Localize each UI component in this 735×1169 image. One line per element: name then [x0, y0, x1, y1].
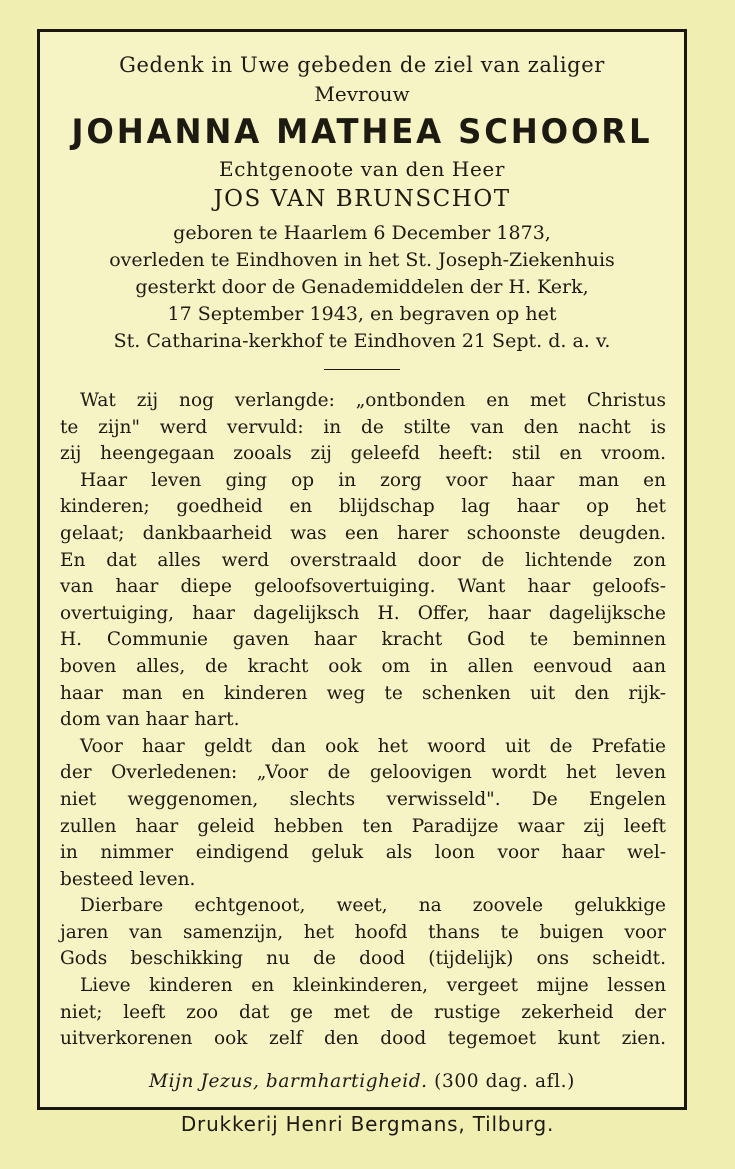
text-line: dom van haar hart.: [60, 709, 240, 731]
text-line: niet weggenomen, slechts verwisseld". De Engelen: [60, 788, 666, 810]
intro-line: Gedenk in Uwe gebeden de ziel van zaliger: [119, 53, 605, 77]
text-line: zullen haar geleid hebben ten Paradijze waar zij leeft: [60, 815, 666, 837]
prayer-line: [40, 1071, 684, 1092]
prayer-text: Mijn Jezus, barmhartigheid.: [149, 1070, 428, 1092]
text-line: Gods beschikking nu de dood (tijdelijk) ons scheidt.: [60, 948, 666, 970]
honorific: Mevrouw: [314, 82, 410, 106]
fact-line: gesterkt door de Genademiddelen der H. Kerk,: [135, 276, 589, 298]
text-line: in nimmer eindigend geluk als loon voor haar wel-: [60, 842, 666, 864]
indulgence-text: (300 dag. afl.): [434, 1070, 575, 1092]
spouse-label: Echtgenoote van den Heer: [219, 157, 505, 181]
text-line: niet; leeft zoo dat ge met de rustige zekerheid der: [60, 1001, 666, 1023]
text-line: haar man en kinderen weg te schenken uit den rijk-: [60, 682, 666, 704]
text-line: Wat zij nog verlangde: „ontbonden en met Christus: [80, 390, 666, 411]
fact-line: St. Catharina-kerkhof te Eindhoven 21 Sept. d. a. v.: [113, 330, 611, 352]
memorial-text: [40, 388, 684, 1053]
text-line: gelaat; dankbaarheid was een harer schoonste deugden.: [60, 522, 666, 544]
text-line: Haar leven ging op in zorg voor haar man en: [80, 469, 666, 491]
fact-line: 17 September 1943, en begraven op het: [167, 303, 557, 325]
text-line: En dat alles werd overstraald door de lichtende zon: [60, 549, 666, 571]
text-line: overtuiging, haar dagelijksch H. Offer, haar dagelijksche: [60, 602, 666, 624]
divider-rule: [324, 369, 400, 370]
text-line: H. Communie gaven haar kracht God te beminnen: [60, 629, 666, 651]
deceased-name: JOHANNA MATHEA SCHOORL: [71, 112, 653, 152]
fact-line: overleden te Eindhoven in het St. Joseph-Ziekenhuis: [109, 249, 615, 271]
text-line: der Overledenen: „Voor de geloovigen wordt het leven: [60, 762, 666, 784]
life-facts: [40, 220, 684, 355]
text-line: besteed leven.: [60, 868, 196, 890]
text-line: uitverkorenen ook zelf den dood tegemoet kunt zien.: [60, 1028, 666, 1050]
text-line: van haar diepe geloofsovertuiging. Want haar geloofs-: [60, 576, 666, 598]
printer-credit: Drukkerij Henri Bergmans, Tilburg.: [180, 1112, 555, 1136]
text-line: Dierbare echtgenoot, weet, na zoovele gelukkige: [80, 895, 666, 917]
text-line: Lieve kinderen en kleinkinderen, vergeet mijne lessen: [80, 975, 666, 997]
spouse-name: JOS VAN BRUNSCHOT: [213, 186, 511, 212]
text-line: boven alles, de kracht ook om in allen eenvoud aan: [60, 655, 666, 677]
memorial-card: [37, 29, 687, 1110]
fact-line: geboren te Haarlem 6 December 1873,: [173, 222, 551, 244]
text-line: Voor haar geldt dan ook het woord uit de Prefatie: [80, 735, 666, 757]
text-line: jaren van samenzijn, het hoofd thans te buigen voor: [60, 921, 666, 943]
text-line: zij heengegaan zooals zij geleefd heeft: stil en vroom.: [60, 443, 666, 465]
text-line: kinderen; goedheid en blijdschap lag haar op het: [60, 496, 666, 518]
text-line: te zijn" werd vervuld: in de stilte van den nacht is: [60, 416, 666, 438]
card-header: [40, 32, 684, 355]
